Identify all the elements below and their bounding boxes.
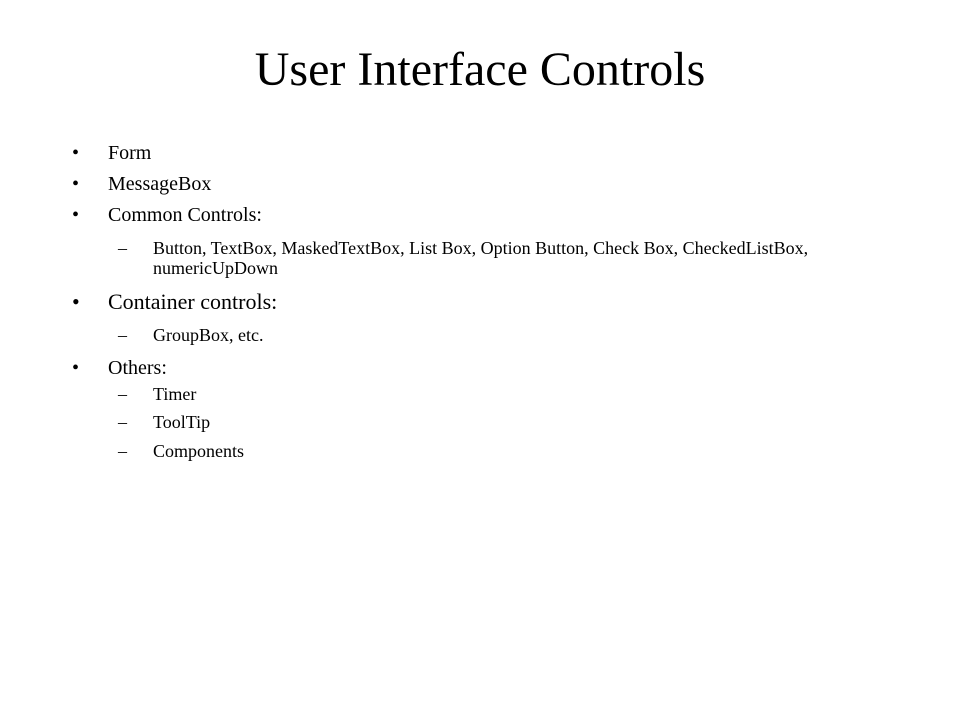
sub-label: Timer	[153, 384, 197, 404]
sub-marker: –	[118, 325, 127, 345]
bullet-marker: •	[72, 289, 80, 314]
bullet-label: Others:	[108, 357, 167, 379]
bullet-marker: •	[72, 357, 80, 379]
slide-title: User Interface Controls	[254, 43, 706, 96]
bullet-label: MessageBox	[108, 173, 212, 195]
sub-label: ToolTip	[153, 412, 211, 432]
sub-label: GroupBox, etc.	[153, 325, 264, 345]
sub-label: Components	[153, 441, 245, 461]
sub-marker: –	[118, 238, 127, 258]
bullet-marker: •	[72, 173, 80, 195]
sub-marker: –	[118, 412, 127, 432]
bullet-marker: •	[72, 204, 80, 226]
sub-marker: –	[118, 441, 127, 461]
bullet-label: Container controls:	[108, 289, 278, 314]
bullet-label: Common Controls:	[108, 204, 262, 226]
bullet-marker: •	[72, 142, 80, 164]
sub-label: Button, TextBox, MaskedTextBox, List Box, Option Button, Check Box, CheckedListBox, numericUpDown	[153, 238, 809, 278]
bullet-label: Form	[108, 142, 152, 164]
sub-marker: –	[118, 384, 127, 404]
